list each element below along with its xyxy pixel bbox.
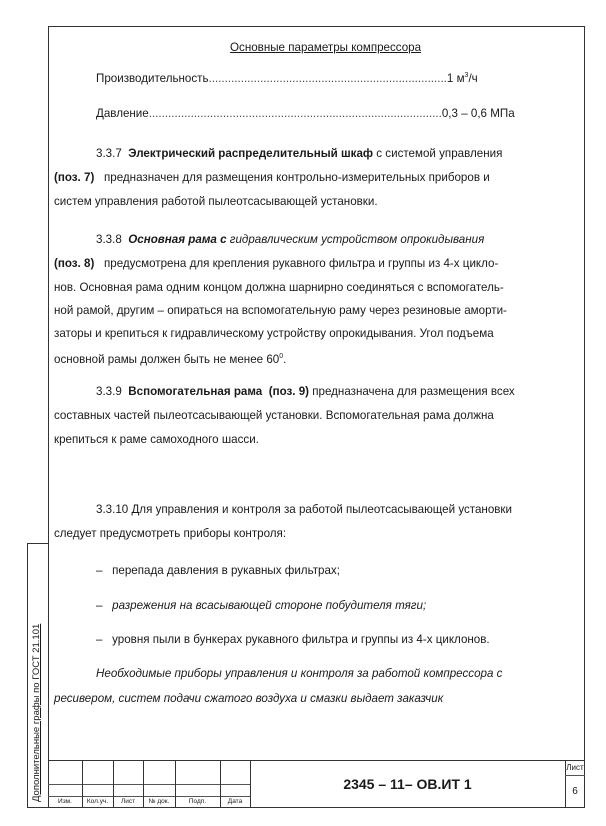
dash-bullet: –	[96, 599, 103, 612]
paragraph-3-3-10-line: 3.3.10 Для управления и контроля за работой пылеотсасывающей установки	[96, 503, 512, 516]
list-item: – уровня пыли в бункерах рукавного фильтра и группы из 4-х циклонов.	[96, 633, 490, 646]
dash-bullet: –	[96, 633, 103, 646]
position-ref: (поз. 9)	[268, 385, 310, 398]
list-item: – разрежения на всасывающей стороне побудителя тяги;	[96, 599, 427, 612]
term-bold: Электрический распределительный шкаф	[128, 147, 374, 160]
param-label: Производительность	[96, 71, 209, 85]
paragraph-3-3-8-line: (поз. 8) предусмотрена для крепления рукавного фильтра и группы из 4-х цикло-	[54, 257, 499, 270]
paragraph-3-3-8-line: заторы и крепиться к гидравлическому устройству опрокидывания. Угол подъема	[54, 327, 494, 340]
title-block-divider	[565, 775, 585, 776]
position-ref: (поз. 8)	[54, 257, 95, 270]
column-label-doc-no: № док.	[148, 798, 170, 805]
side-strip-label: Дополнительные графы по ГОСТ 21.101	[31, 623, 42, 802]
param-value: 0,3 – 0,6 МПа	[441, 107, 515, 120]
leader-dots: ..........................................................................	[208, 71, 447, 85]
column-label-kol-uch: Кол.уч.	[86, 798, 109, 805]
column-label-izm: Изм.	[58, 798, 72, 805]
note-line: Необходимые приборы управления и контроля за работой компрессора с	[96, 667, 503, 680]
paragraph-3-3-10-line: следует предусмотреть приборы контроля:	[54, 527, 287, 540]
paragraph-3-3-8-line: основной рамы должен быть не менее $60^0$.	[54, 352, 287, 366]
paragraph-3-3-9-line: составных частей пылеотсасывающей установки. Вспомогательная рама должна	[54, 409, 494, 422]
paragraph-3-3-8-line: 3.3.8 Основная рама с гидравлическим устройством опрокидывания	[96, 233, 485, 246]
paragraph-3-3-7-line: (поз. 7) предназначен для размещения контрольно-измерительных приборов и	[54, 171, 490, 184]
paragraph-3-3-7-line: 3.3.7 Электрический распределительный шкаф с системой управления	[96, 147, 503, 160]
document-number: 2345 – 11– ОВ.ИТ 1	[343, 776, 472, 792]
sheet-label: Лист	[566, 763, 584, 772]
term-bold: Вспомогательная рама	[128, 385, 263, 398]
sheet-number: 6	[572, 786, 578, 797]
paragraph-3-3-7-line: систем управления работой пылеотсасывающей установки.	[54, 195, 378, 208]
paragraph-3-3-9-line: крепиться к раме самоходного шасси.	[54, 433, 259, 446]
paragraph-3-3-8-line: ной рамой, другим – опираться на вспомогательную раму через резиновые аморти-	[54, 304, 507, 317]
column-label-podp: Подп.	[188, 798, 207, 805]
column-label-date: Дата	[227, 798, 243, 805]
param-row-pressure	[96, 106, 515, 121]
param-row-capacity	[96, 68, 478, 86]
position-ref: (поз. 7)	[54, 171, 95, 184]
param-value: 1 $м^3/ч$	[446, 71, 478, 85]
list-item: – перепада давления в рукавных фильтрах;	[96, 564, 340, 577]
column-label-list: Лист	[120, 798, 136, 805]
paragraph-3-3-8-line: нов. Основная рама одним концом должна шарнирно соединяться с вспомогатель-	[54, 281, 504, 294]
param-label: Давление	[96, 107, 149, 120]
dash-bullet: –	[96, 564, 103, 577]
paragraph-3-3-9-line: 3.3.9 Вспомогательная рама (поз. 9) предназначена для размещения всех	[96, 385, 515, 398]
leader-dots: ...........................................................................................	[148, 107, 442, 120]
term-bold: Основная рама с	[128, 233, 227, 246]
section-title: Основные параметры компрессора	[230, 41, 422, 54]
note-line: ресивером, систем подачи сжатого воздуха и смазки выдает заказчик	[54, 692, 444, 705]
